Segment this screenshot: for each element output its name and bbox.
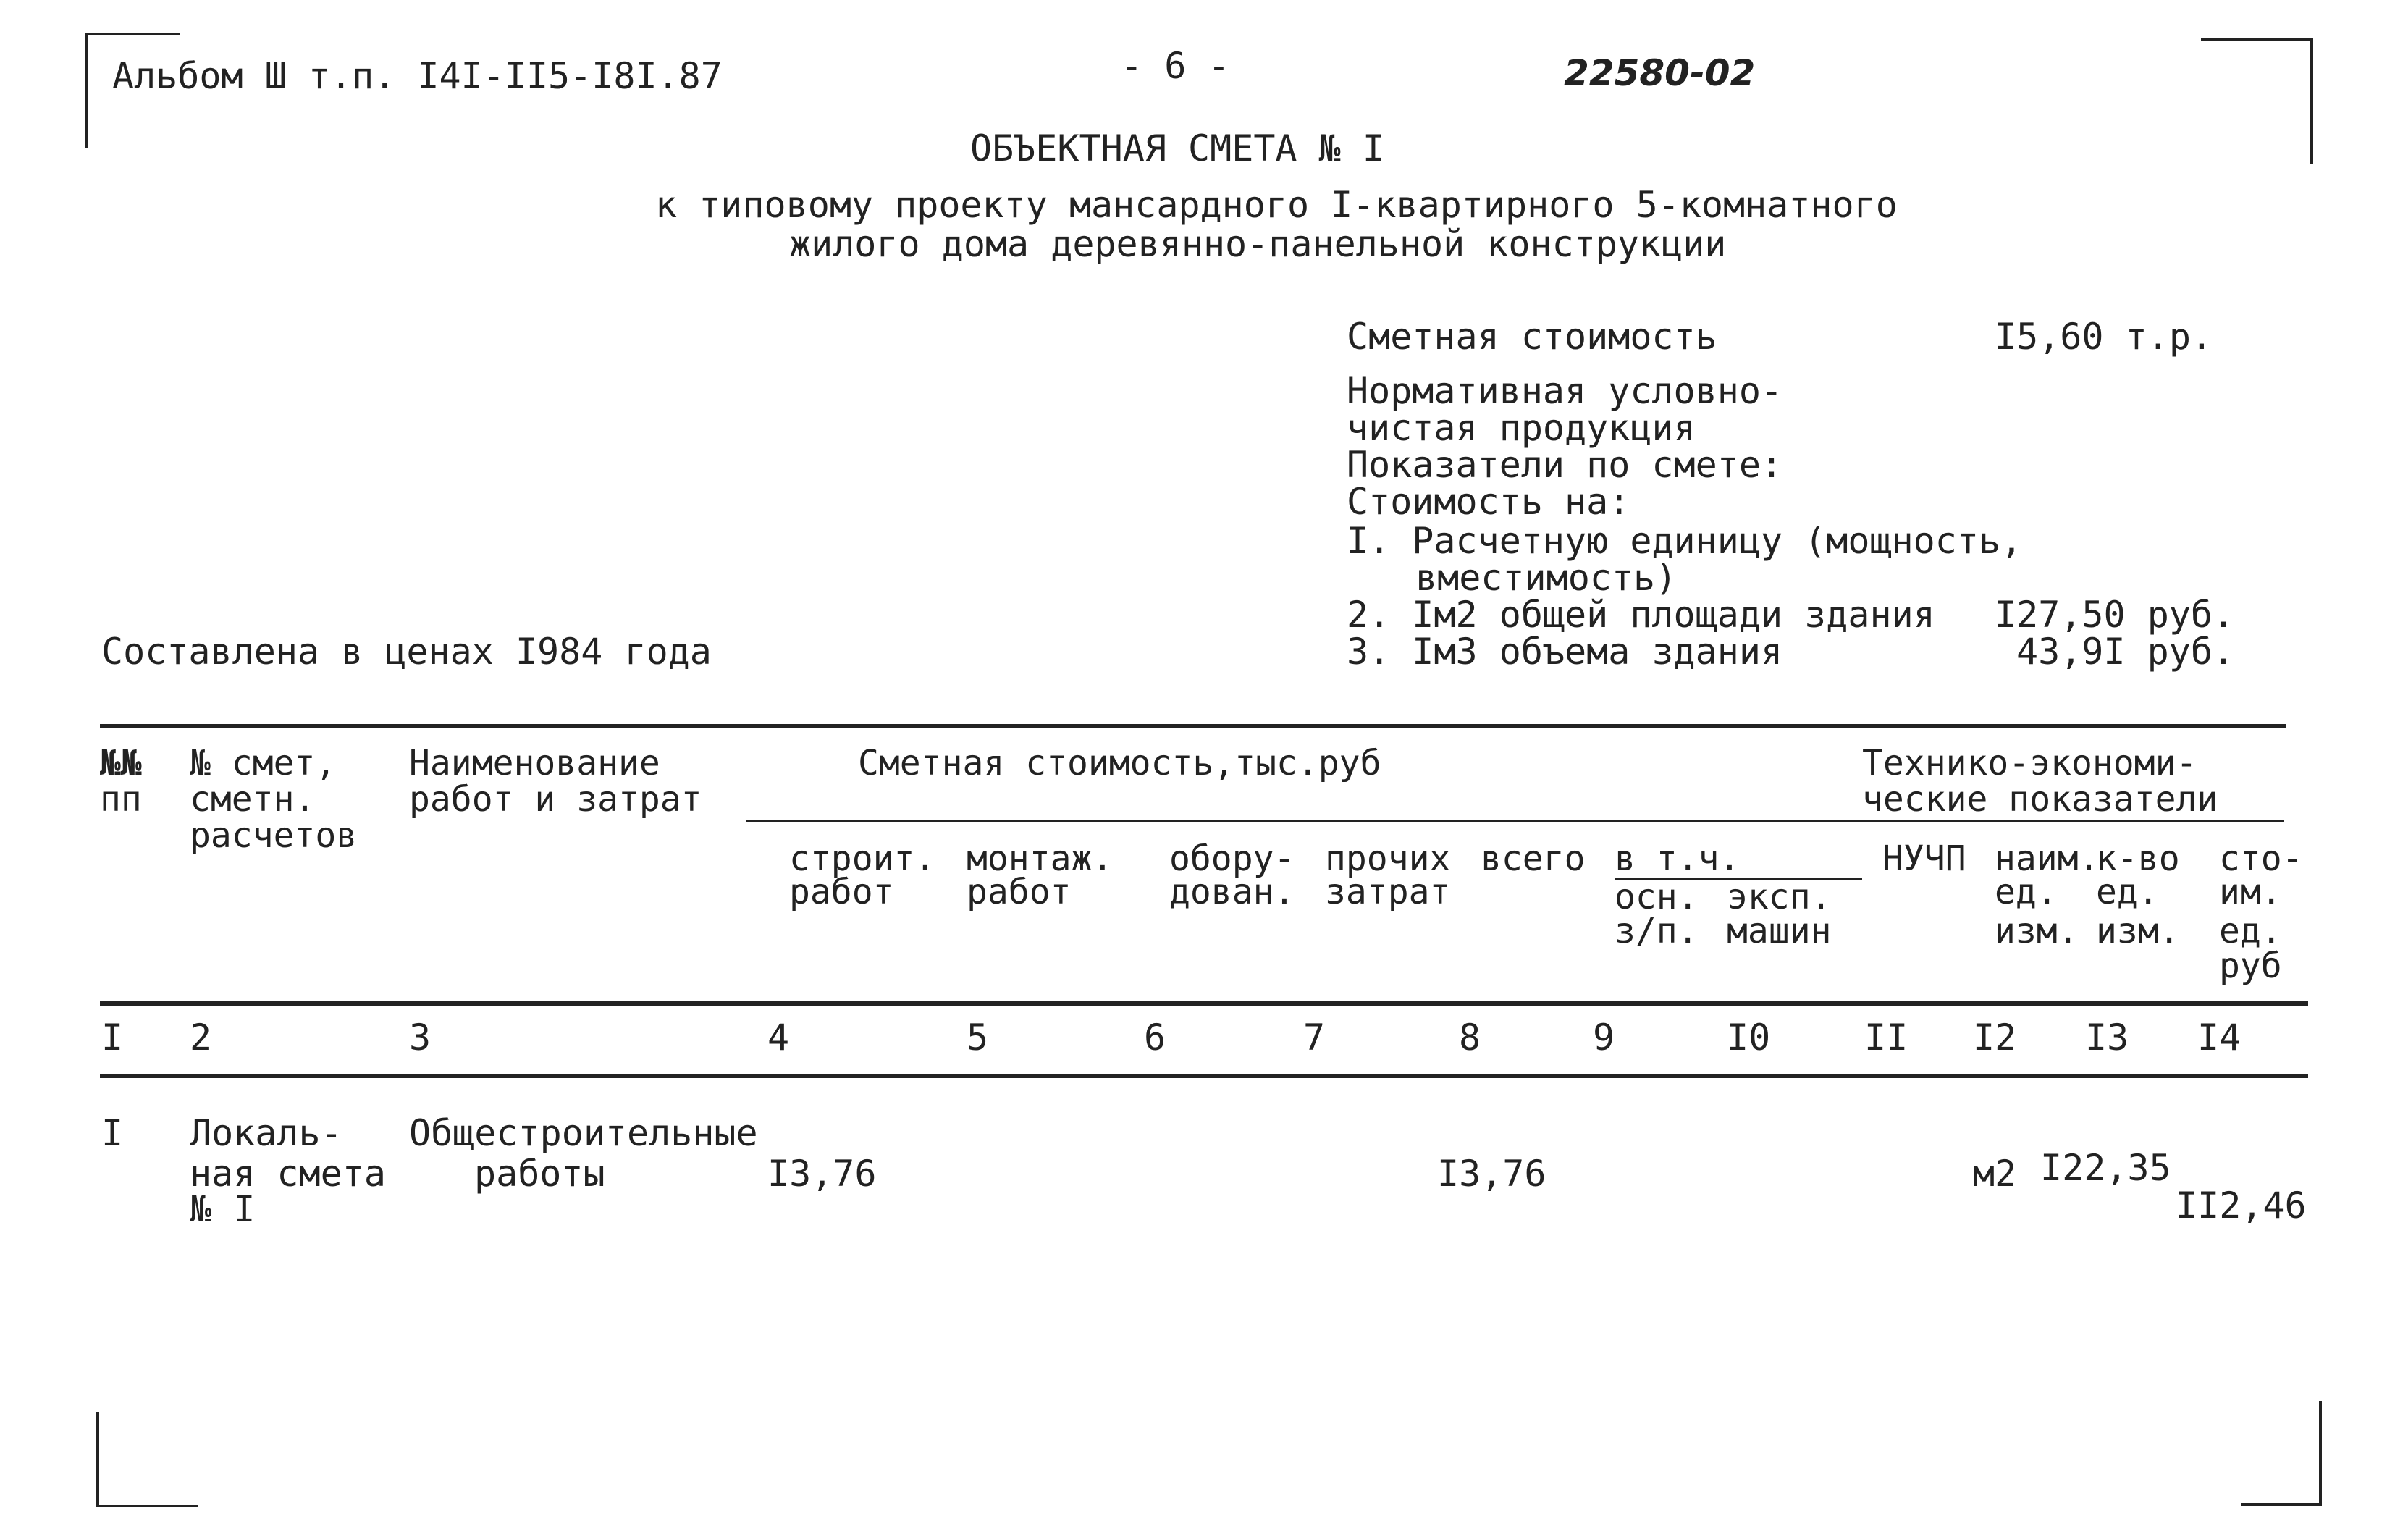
album-reference: Альбом Ш т.п. I4I-II5-I8I.87 bbox=[112, 55, 723, 97]
subtitle-line-1: к типовому проекту мансардного I-квартирного 5-комнатного bbox=[655, 184, 1898, 226]
estimated-cost-label: Сметная стоимость bbox=[1347, 316, 1717, 358]
header-col14-d: руб bbox=[2219, 946, 2282, 986]
header-col2-b: сметн. bbox=[190, 779, 316, 820]
header-col10-b: машин bbox=[1727, 911, 1832, 951]
col-number: 2 bbox=[190, 1017, 212, 1059]
header-col12-c: изм. bbox=[1995, 911, 2079, 951]
col-number: 9 bbox=[1593, 1017, 1615, 1059]
col-number: I4 bbox=[2197, 1017, 2242, 1059]
header-col7-b: затрат bbox=[1325, 872, 1451, 912]
header-col3-a: Наименование bbox=[409, 743, 660, 783]
header-col14-a: сто- bbox=[2219, 838, 2303, 879]
header-col7-a: прочих bbox=[1325, 838, 1451, 879]
col-number: 3 bbox=[409, 1017, 432, 1059]
summary-line-2: чистая продукция bbox=[1347, 407, 1696, 449]
table-top-rule bbox=[100, 724, 2286, 728]
header-col14-c: ед. bbox=[2219, 911, 2282, 951]
frame-corner-bottom-right-h bbox=[2241, 1503, 2322, 1506]
frame-corner-top-left-v bbox=[85, 33, 88, 148]
header-col13-a: к-во bbox=[2096, 838, 2180, 879]
summary-item-1b: вместимость) bbox=[1415, 557, 1678, 599]
row-number: I bbox=[101, 1112, 124, 1154]
col-number: I0 bbox=[1727, 1017, 1771, 1059]
col-number: 6 bbox=[1144, 1017, 1166, 1059]
row-work-name-a: Общестроительные bbox=[409, 1112, 758, 1154]
page-title: ОБЪЕКТНАЯ СМЕТА № I bbox=[970, 127, 1384, 169]
frame-corner-bottom-left-h bbox=[96, 1505, 198, 1507]
header-col1-b: пп bbox=[100, 779, 142, 820]
header-col4-a: строит. bbox=[789, 838, 936, 879]
header-col6-b: дован. bbox=[1169, 872, 1295, 912]
header-col5-a: монтаж. bbox=[967, 838, 1114, 879]
header-including-label: в т.ч. bbox=[1615, 838, 1741, 879]
col-number: 5 bbox=[967, 1017, 989, 1059]
page-number: - 6 - bbox=[1121, 45, 1230, 87]
header-col12-b: ед. bbox=[1995, 872, 2058, 912]
summary-line-4: Стоимость на: bbox=[1347, 481, 1630, 523]
frame-corner-top-left-h bbox=[85, 33, 180, 35]
cost-group-rule bbox=[746, 820, 2284, 822]
col-number: I3 bbox=[2085, 1017, 2129, 1059]
frame-corner-bottom-right-v bbox=[2319, 1401, 2322, 1506]
col-number: II bbox=[1864, 1017, 1908, 1059]
header-col13-b: ед. bbox=[2096, 872, 2159, 912]
col-number: 7 bbox=[1303, 1017, 1326, 1059]
header-col9-a: осн. bbox=[1615, 877, 1699, 917]
column-numbers-bottom-rule bbox=[100, 1074, 2308, 1078]
col-number: 8 bbox=[1459, 1017, 1481, 1059]
row-estimate-a: Локаль- bbox=[190, 1112, 342, 1154]
header-col2-a: № смет, bbox=[190, 743, 337, 783]
col-number: I2 bbox=[1973, 1017, 2017, 1059]
header-bottom-rule bbox=[100, 1001, 2308, 1006]
header-cost-group: Сметная стоимость,тыс.руб bbox=[858, 743, 1381, 783]
row-construction-cost: I3,76 bbox=[767, 1153, 877, 1195]
summary-item-3-label: 3. Iм3 объема здания bbox=[1347, 631, 1783, 673]
row-quantity: I22,35 bbox=[2040, 1147, 2171, 1189]
header-col10-a: эксп. bbox=[1727, 877, 1832, 917]
summary-line-3: Показатели по смете: bbox=[1347, 444, 1783, 486]
summary-item-2-label: 2. Iм2 общей площади здания bbox=[1347, 594, 1935, 636]
row-unit: м2 bbox=[1973, 1153, 2017, 1195]
header-col1-a: №№ bbox=[100, 743, 142, 783]
row-estimate-c: № I bbox=[190, 1188, 256, 1230]
header-col9-b: з/п. bbox=[1615, 911, 1699, 951]
header-tech-group-b: ческие показатели bbox=[1862, 779, 2218, 820]
row-total-cost: I3,76 bbox=[1437, 1153, 1546, 1195]
col-number: 4 bbox=[767, 1017, 790, 1059]
prices-note: Составлена в ценах I984 года bbox=[101, 631, 712, 673]
header-col2-c: расчетов bbox=[190, 815, 358, 856]
col-number: I bbox=[101, 1017, 124, 1059]
header-col5-b: работ bbox=[967, 872, 1072, 912]
frame-corner-top-right-h bbox=[2201, 38, 2313, 41]
row-work-name-b: работы bbox=[474, 1153, 605, 1195]
summary-item-1a: I. Расчетную единицу (мощность, bbox=[1347, 520, 2023, 562]
header-col13-c: изм. bbox=[2096, 911, 2180, 951]
estimated-cost-value: I5,60 т.р. bbox=[1995, 316, 2213, 358]
document-code: 22580-02 bbox=[1564, 52, 1756, 94]
header-col14-b: им. bbox=[2219, 872, 2282, 912]
header-col8: всего bbox=[1481, 838, 1586, 879]
frame-corner-bottom-left-v bbox=[96, 1412, 99, 1507]
header-col6-a: обору- bbox=[1169, 838, 1295, 879]
header-col11: НУЧП bbox=[1882, 838, 1966, 879]
header-tech-group-a: Технико-экономи- bbox=[1862, 743, 2197, 783]
row-unit-cost: II2,46 bbox=[2176, 1185, 2307, 1226]
summary-item-2-value: I27,50 руб. bbox=[1995, 594, 2235, 636]
header-including bbox=[1615, 838, 1862, 880]
subtitle-line-2: жилого дома деревянно-панельной конструкции bbox=[789, 223, 1727, 265]
row-estimate-b: ная смета bbox=[190, 1153, 386, 1195]
header-col12-a: наим. bbox=[1995, 838, 2100, 879]
summary-line-1: Нормативная условно- bbox=[1347, 370, 1783, 412]
frame-corner-top-right-v bbox=[2310, 38, 2313, 164]
header-col3-b: работ и затрат bbox=[409, 779, 702, 820]
header-col4-b: работ bbox=[789, 872, 894, 912]
summary-item-3-value: 43,9I руб. bbox=[2016, 631, 2235, 673]
